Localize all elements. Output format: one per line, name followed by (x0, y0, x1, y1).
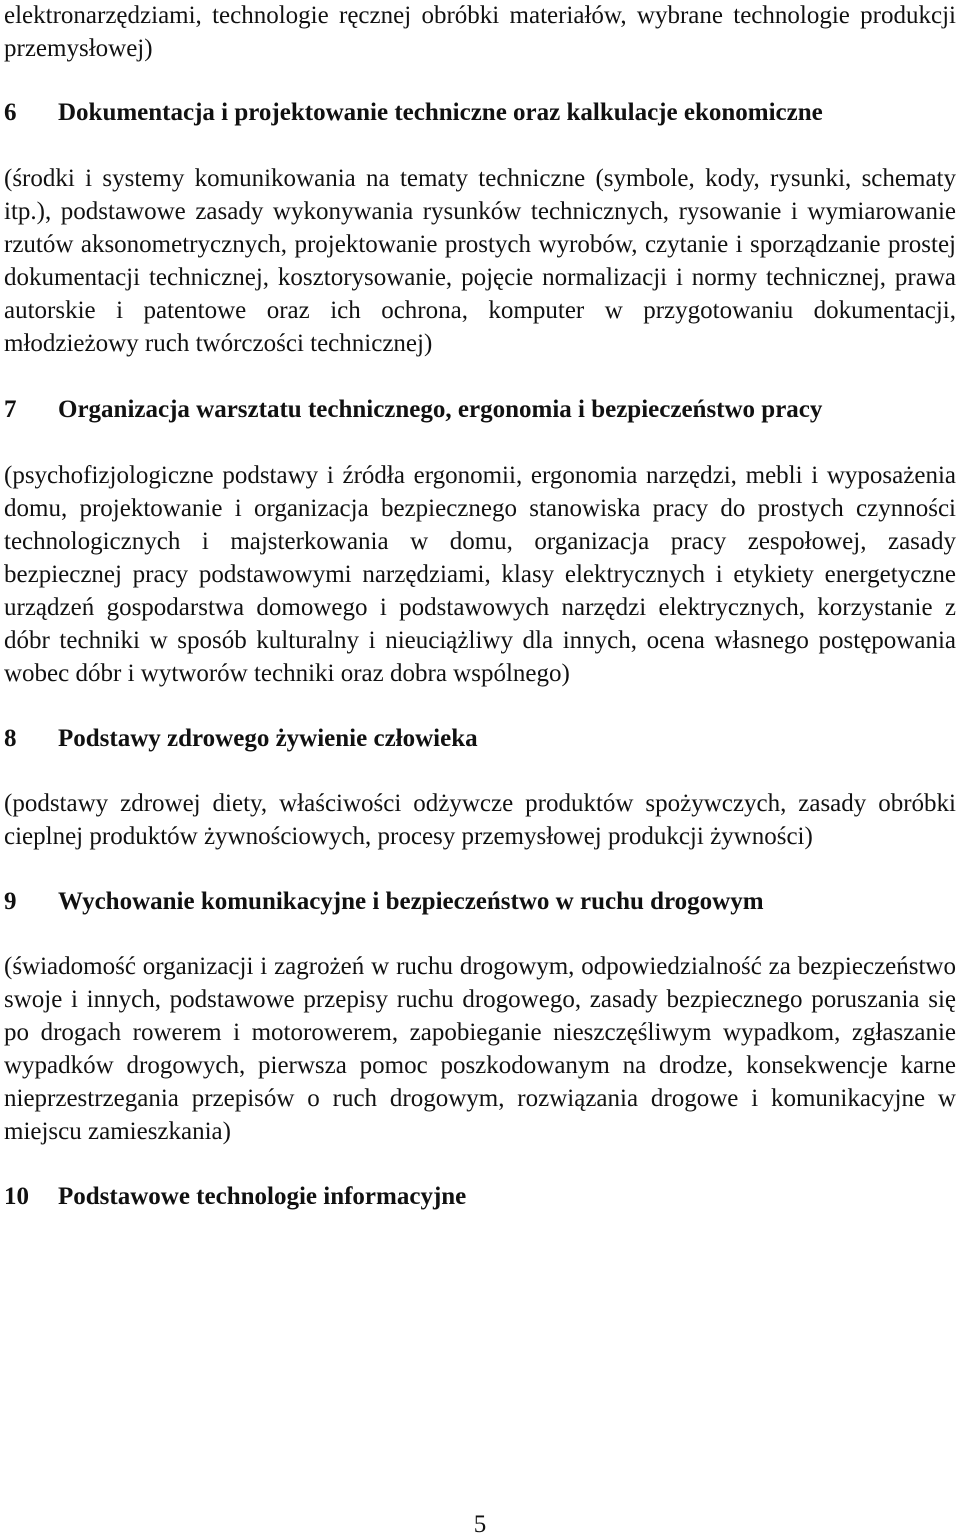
section-heading-8 (4, 722, 956, 755)
section-number: 6 (4, 99, 17, 126)
section-title: Wychowanie komunikacyjne i bezpieczeństwo w ruchu drogowym (58, 888, 764, 915)
section-title: Podstawy zdrowego żywienie człowieka (58, 725, 478, 752)
section-heading-7 (4, 393, 956, 426)
section-heading-9 (4, 885, 956, 918)
section-heading-10 (4, 1180, 956, 1213)
section-body-7: (psychofizjologiczne podstawy i źródła ergonomii, ergonomia narzędzi, mebli i wyposażenia domu, projektowanie i organizacja bezpiecznego stanowiska pracy do prostych czynności technologicznych i majsterkowania w domu, organizacja pracy zespołowej, zasady bezpiecznej pracy podstawowymi narzędziami, klasy elektrycznych i etykiety energetyczne urządzeń gospodarstwa domowego i podstawowych narzędzi elektrycznych, korzystanie z dóbr techniki w sposób kulturalny i nieuciążliwy dla innych, ocena własnego postępowania wobec dóbr i wytworów techniki oraz dobra wspólnego) (4, 462, 956, 687)
section-number: 8 (4, 725, 17, 752)
section-body-8: (podstawy zdrowej diety, właściwości odżywcze produktów spożywczych, zasady obróbki cieplnej produktów żywnościowych, procesy przemysłowej produkcji żywności) (4, 790, 956, 850)
section-body-9: (świadomość organizacji i zagrożeń w ruchu drogowym, odpowiedzialność za bezpieczeństwo swoje i innych, podstawowe przepisy ruchu drogowego, zasady bezpiecznego poruszania się po drogach rowerem i motorowerem, zapobieganie nieszczęśliwym wypadkom, zgłaszanie wypadków drogowych, pierwsza pomoc poszkodowanym na drodze, konsekwencje karne nieprzestrzegania przepisów o ruch drogowym, rozwiązania drogowe i komunikacyjne w miejscu zamieszkania) (4, 953, 956, 1145)
section-heading-6 (4, 96, 956, 129)
document-page (4, 0, 956, 1213)
section-title: Podstawowe technologie informacyjne (58, 1183, 467, 1210)
section-number: 10 (4, 1183, 29, 1210)
section-number: 9 (4, 888, 17, 915)
section-number: 7 (4, 396, 17, 423)
page-number: 5 (473, 1511, 487, 1538)
intro-paragraph: elektronarzędziami, technologie ręcznej obróbki materiałów, wybrane technologie produkcji przemysłowej) (4, 2, 956, 62)
section-title: Organizacja warsztatu technicznego, ergonomia i bezpieczeństwo pracy (58, 396, 823, 423)
section-title: Dokumentacja i projektowanie techniczne oraz kalkulacje ekonomiczne (58, 99, 823, 126)
section-body-6: (środki i systemy komunikowania na tematy techniczne (symbole, kody, rysunki, schematy itp.), podstawowe zasady wykonywania rysunków technicznych, rysowanie i wymiarowanie rzutów aksonometrycznych, projektowanie prostych wyrobów, czytanie i sporządzanie prostej dokumentacji technicznej, kosztorysowanie, pojęcie normalizacji i normy technicznej, prawa autorskie i patentowe oraz ich ochrona, komputer w przygotowaniu dokumentacji, młodzieżowy ruch twórczości technicznej) (4, 165, 956, 357)
